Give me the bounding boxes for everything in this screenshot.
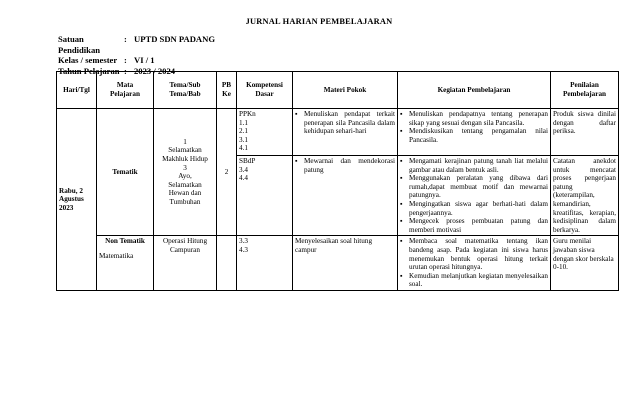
info-key: Tahun Pelajaran [58,65,120,76]
document-title: JURNAL HARIAN PEMBELAJARAN [245,17,393,26]
list-item: ▪ Mewarnai dan mendekorasi patung [295,157,395,174]
header-hari: Hari/Tgl [57,72,97,109]
list-item: ▪ Mengamati kerajinan patung tanah liat melalui gambar atau dalam bentuk asli. [400,157,548,174]
materi-cell [293,156,398,236]
kegiatan-cell [398,236,551,291]
info-key: Satuan Pendidikan [58,34,101,55]
journal-table [56,71,619,291]
info-row-school [58,34,215,55]
kegiatan-cell [398,156,551,236]
tema-cell: Operasi Hitung Campuran [154,236,217,291]
list-item: ▪ Mendiskusikan tentang pengamalan nilai Pancasila. [400,127,548,144]
header-kegiatan: Kegiatan Pembelajaran [398,72,551,109]
materi-cell [293,109,398,156]
pb-cell: 2 [217,109,237,236]
info-key: Kelas / semester [58,55,118,65]
header-pb: PB Ke [217,72,237,109]
header-tema: Tema/Sub Tema/Bab [154,72,217,109]
list-item: ▪ Menggunakan peralatan yang dibawa dari rumah,dapat membuat motif dan mewarnai patungnya. [400,174,548,200]
info-sep: : [124,55,127,65]
kegiatan-cell [398,109,551,156]
table-header-row [57,72,619,109]
penilaian-cell: Produk siswa dinilai dengan daftar periksa. [551,109,619,156]
materi-cell: Menyelesaikan soal hitung campur [293,236,398,291]
day-cell: Rabu, 2 Agustus 2023 [57,109,97,291]
info-value: UPTD SDN PADANG [134,34,216,44]
kd-cell: PPKn 1.1 2.1 3.1 4.1 [237,109,293,156]
school-info [58,34,215,76]
penilaian-cell: Guru menilai jawaban siswa dengan skor berskala 0-10. [551,236,619,291]
tema-cell: 1 Selamatkan Makhluk Hidup 3 Ayo, Selamatkan Hewan dan Tumbuhan [154,109,217,236]
table-row [57,236,619,291]
mapel-tematik: Tematik [97,109,154,236]
list-item: ▪ Menuliskan pendapatnya tentang penerapan sikap yang sesuai dengan sila Pancasila. [400,110,548,127]
info-sep: : [124,34,127,44]
mapel-non-tematik: Non Tematik Matematika [97,236,154,291]
pb-cell [217,236,237,291]
header-materi: Materi Pokok [293,72,398,109]
info-value: VI / 1 [134,55,155,65]
table-row [57,109,619,156]
header-kd: Kompetensi Dasar [237,72,293,109]
list-item: ▪ Kemudian melanjutkan kegiatan menyelesaikan soal. [400,272,548,289]
list-item: ▪ Membaca soal matematika tentang ikan bandeng asap. Pada kegiatan ini siswa harus menemukan bentuk operasi hitung terkait urutan operasi hitungnya. [400,237,548,271]
kd-cell: SBdP 3.4 4.4 [237,156,293,236]
header-mapel: Mata Pelajaran [97,72,154,109]
info-sep: : [124,65,127,76]
kd-cell: 3.3 4.3 [237,236,293,291]
list-item: ▪ Mengingatkan siswa agar berhati-hati dalam pengerjaannya. [400,200,548,217]
header-penilaian: Penilaian Pembelajaran [551,72,619,109]
info-value: 2023 / 2024 [134,65,176,76]
list-item: ▪ Menuliskan pendapat terkait penerapan sila Pancasila dalam kehidupan sehari-hari [295,110,395,136]
info-row-class [58,55,215,66]
list-item: ▪ Mengecek proses pembuatan patung dan memberi motivasi [400,217,548,234]
penilaian-cell: Catatan anekdot untuk mencatat proses pengerjaan patung (keterampilan, kemandirian, kreatifitas, kerapian, kedisiplinan dalam berkarya. [551,156,619,236]
